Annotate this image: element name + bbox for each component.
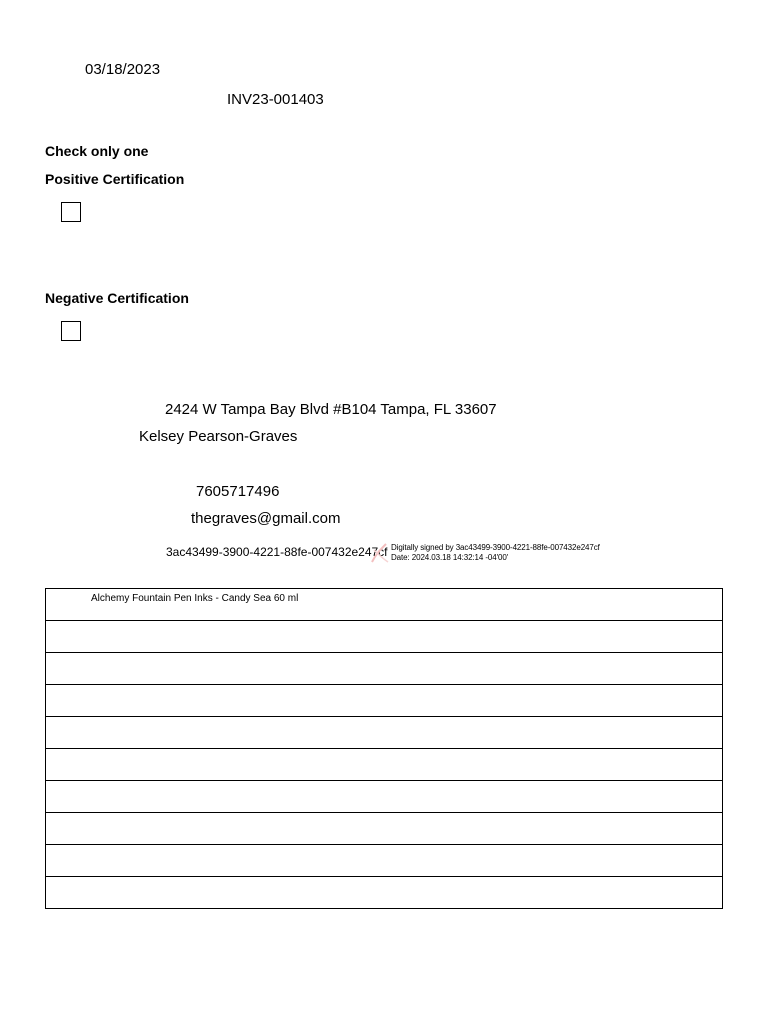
item-description <box>46 781 301 785</box>
phone-field: 7605717496 <box>196 483 280 500</box>
table-row <box>46 749 723 781</box>
item-description: Alchemy Fountain Pen Inks - Candy Sea 60 ml <box>91 593 299 604</box>
items-table <box>45 588 723 909</box>
table-cell <box>46 717 723 749</box>
table-cell <box>46 845 723 877</box>
table-cell <box>46 621 723 653</box>
table-row <box>46 685 723 717</box>
instruction-heading: Check only one <box>45 143 149 159</box>
table-cell <box>46 749 723 781</box>
table-row <box>46 813 723 845</box>
table-cell <box>46 589 723 621</box>
table-row <box>46 845 723 877</box>
invoice-number-field: INV23-001403 <box>227 91 324 108</box>
date-field: 03/18/2023 <box>85 61 161 78</box>
table-cell <box>46 877 723 909</box>
table-row <box>46 653 723 685</box>
positive-certification-label: Positive Certification <box>45 171 185 187</box>
table-cell <box>46 781 723 813</box>
email-field: thegraves@gmail.com <box>191 510 341 527</box>
item-description <box>46 749 301 753</box>
negative-certification-label: Negative Certification <box>45 290 189 306</box>
item-description <box>46 813 301 817</box>
item-description <box>46 685 301 689</box>
item-description <box>46 877 301 881</box>
table-row <box>46 877 723 909</box>
table-row <box>46 621 723 653</box>
table-row <box>46 589 723 621</box>
table-cell <box>46 685 723 717</box>
negative-certification-checkbox[interactable] <box>61 321 81 341</box>
name-field: Kelsey Pearson-Graves <box>139 428 298 445</box>
item-description <box>46 621 301 625</box>
address-field: 2424 W Tampa Bay Blvd #B104 Tampa, FL 33607 <box>165 401 497 418</box>
signer-id-text: 3ac43499-3900-4221-88fe-007432e247cf <box>166 545 388 559</box>
positive-certification-checkbox[interactable] <box>61 202 81 222</box>
signature-mark-icon <box>368 540 392 566</box>
table-cell <box>46 813 723 845</box>
signature-date-text: Date: 2024.03.18 14:32:14 -04'00' <box>391 553 509 562</box>
table-row <box>46 781 723 813</box>
signed-by-text: Digitally signed by 3ac43499-3900-4221-88fe-007432e247cf <box>391 543 600 552</box>
item-description <box>46 717 301 721</box>
table-cell <box>46 653 723 685</box>
item-description <box>46 845 301 849</box>
item-description <box>46 653 301 657</box>
table-row <box>46 717 723 749</box>
